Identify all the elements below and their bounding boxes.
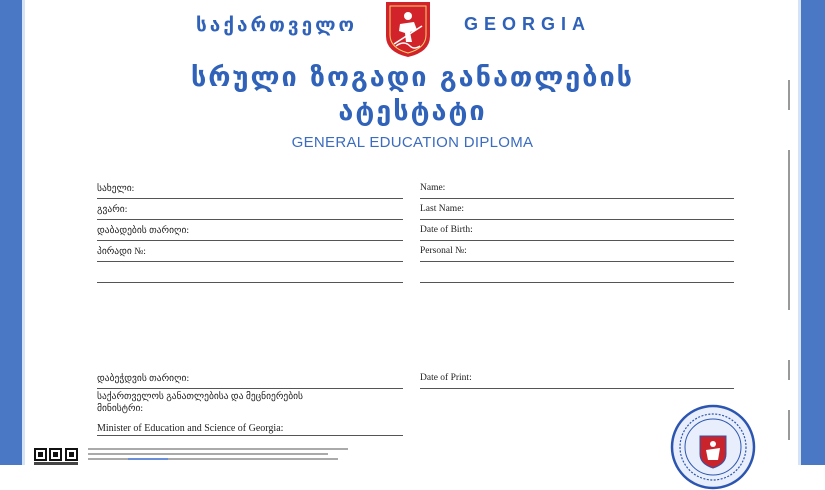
field-print-date-en[interactable] [420, 368, 734, 389]
minister-label-en: Minister of Education and Science of Georgia: [97, 423, 284, 434]
field-last-name-ka-label: გვარი: [97, 205, 128, 215]
title-english: GENERAL EDUCATION DIPLOMA [291, 134, 534, 151]
coat-of-arms-icon [384, 0, 432, 58]
field-last-name-en[interactable] [420, 199, 734, 220]
minister-field-en[interactable] [97, 419, 403, 436]
field-date-of-birth-ka-label: დაბადების თარიღი: [97, 226, 190, 236]
field-print-date-en-label: Date of Print: [420, 373, 472, 383]
side-microtext-texture [783, 40, 795, 440]
field-print-date-ka-label: დაბეჭდვის თარიღი: [97, 374, 190, 384]
field-last-name-en-label: Last Name: [420, 204, 465, 214]
field-date-of-birth-ka[interactable] [97, 220, 403, 241]
title-georgian-line2: ატესტატი [338, 96, 487, 127]
field-personal-number-ka-label: პირადი №: [97, 247, 146, 257]
field-personal-number-ka[interactable] [97, 241, 403, 262]
field-date-of-birth-en[interactable] [420, 220, 734, 241]
field-last-name-ka[interactable] [97, 199, 403, 220]
field-name-en-label: Name: [420, 183, 446, 193]
field-personal-number-en-label: Personal №: [420, 246, 467, 256]
field-name-ka[interactable] [97, 178, 403, 199]
fine-print-texture [88, 447, 388, 465]
official-seal-icon [670, 404, 756, 490]
field-print-date-ka[interactable] [97, 368, 403, 389]
blank-line-en [420, 282, 734, 283]
field-name-en[interactable] [420, 178, 734, 199]
field-name-ka-label: სახელი: [97, 184, 135, 194]
qr-code-icon [34, 448, 78, 465]
country-name-georgian: საქართველო [196, 14, 357, 36]
field-personal-number-en[interactable] [420, 241, 734, 262]
country-name-english: GEORGIA [464, 14, 592, 34]
blank-line-ka [97, 282, 403, 283]
minister-label-ka: საქართველოს განათლებისა და მეცნიერების მინისტრი: [97, 392, 304, 414]
title-georgian-line1: სრული ზოგადი განათლების [190, 62, 635, 93]
field-date-of-birth-en-label: Date of Birth: [420, 225, 473, 235]
